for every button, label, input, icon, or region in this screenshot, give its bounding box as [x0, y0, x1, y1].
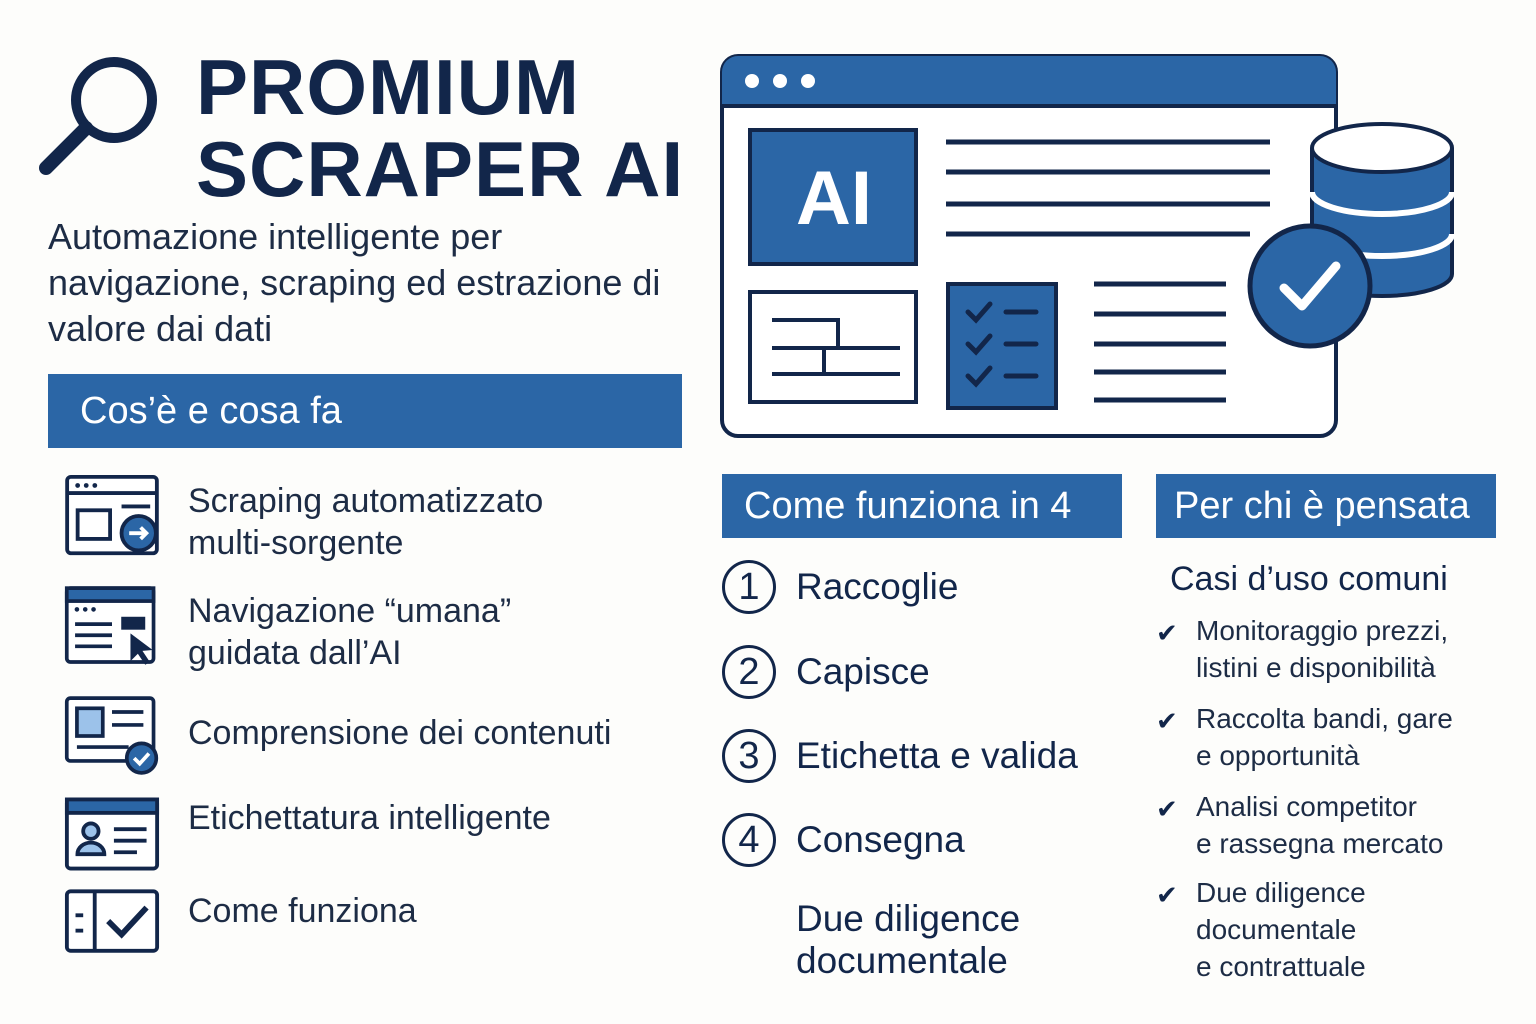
checkmark-icon: ✔: [1156, 618, 1178, 648]
step-number: 2: [722, 645, 776, 699]
use-case-item: [1196, 700, 1453, 774]
use-case-line: Due diligence: [1196, 877, 1366, 908]
title-line-1: PROMIUM: [196, 43, 580, 131]
checkmark-badge-icon: [1250, 226, 1370, 346]
section-what-heading-text: Cos’è e cosa fa: [80, 390, 342, 432]
step-number: 3: [722, 729, 776, 783]
browser-cursor-icon: [64, 584, 160, 668]
magnifier-icon: [38, 52, 162, 178]
how-extra-line: Due diligence: [796, 898, 1021, 939]
document-check-icon: [64, 694, 160, 778]
section-who-heading-text: Per chi è pensata: [1174, 485, 1470, 527]
section-what-heading: [48, 374, 682, 448]
checkmark-icon: ✔: [1156, 880, 1178, 910]
use-case-item: [1196, 612, 1448, 686]
use-case-line: e rassegna mercato: [1196, 828, 1444, 859]
feature-item-how: [188, 890, 417, 932]
checkbox-panel-icon: [64, 880, 160, 964]
feature-item-label: Etichettatura intelligente: [188, 799, 551, 837]
section-who-heading: [1156, 474, 1496, 538]
feature-item-label: multi-sorgente: [188, 524, 404, 562]
section-how-heading: [722, 474, 1122, 538]
feature-item-label: Comprensione dei contenuti: [188, 714, 612, 752]
feature-item-understanding: [188, 712, 611, 754]
how-extra-line: documentale: [796, 940, 1008, 981]
step-label: Capisce: [796, 651, 930, 692]
title-line-2: SCRAPER AI: [196, 125, 685, 213]
feature-item-label: Scraping automatizzato: [188, 482, 544, 520]
use-case-line: e contrattuale: [1196, 951, 1366, 982]
feature-item-label: Come funziona: [188, 892, 417, 930]
feature-item-label: guidata dall’AI: [188, 634, 402, 672]
use-case-item: [1196, 788, 1443, 862]
feature-item-labeling: [188, 797, 551, 839]
section-how-heading-text: Come funziona in 4: [744, 485, 1072, 527]
step-number: 1: [722, 560, 776, 614]
checkmark-icon: ✔: [1156, 706, 1178, 736]
step-label: Raccoglie: [796, 566, 959, 607]
use-cases-subheading: Casi d’uso comuni: [1170, 560, 1448, 598]
feature-item-navigation: [188, 590, 511, 674]
how-extra-text: [796, 898, 1020, 982]
feature-item-label: Navigazione “umana”: [188, 592, 512, 630]
use-case-line: listini e disponibilità: [1196, 652, 1436, 683]
use-case-line: documentale: [1196, 914, 1357, 945]
use-case-line: Monitoraggio prezzi,: [1196, 615, 1449, 646]
feature-item-scraping: [188, 480, 543, 564]
step-label: Etichetta e valida: [796, 735, 1078, 776]
app-title: [196, 43, 685, 213]
ai-label: AI: [796, 155, 872, 241]
subtitle: Automazione intelligente per navigazione, scraping ed estrazione di valore dai dati: [48, 216, 661, 349]
use-case-item: [1196, 874, 1366, 985]
use-case-line: Raccolta bandi, gare: [1196, 703, 1453, 734]
use-case-line: e opportunità: [1196, 740, 1360, 771]
id-card-icon: [64, 792, 160, 876]
browser-arrow-icon: [64, 474, 160, 558]
checkmark-icon: ✔: [1156, 794, 1178, 824]
use-case-line: Analisi competitor: [1196, 791, 1417, 822]
step-label: Consegna: [796, 819, 965, 860]
step-number: 4: [722, 813, 776, 867]
